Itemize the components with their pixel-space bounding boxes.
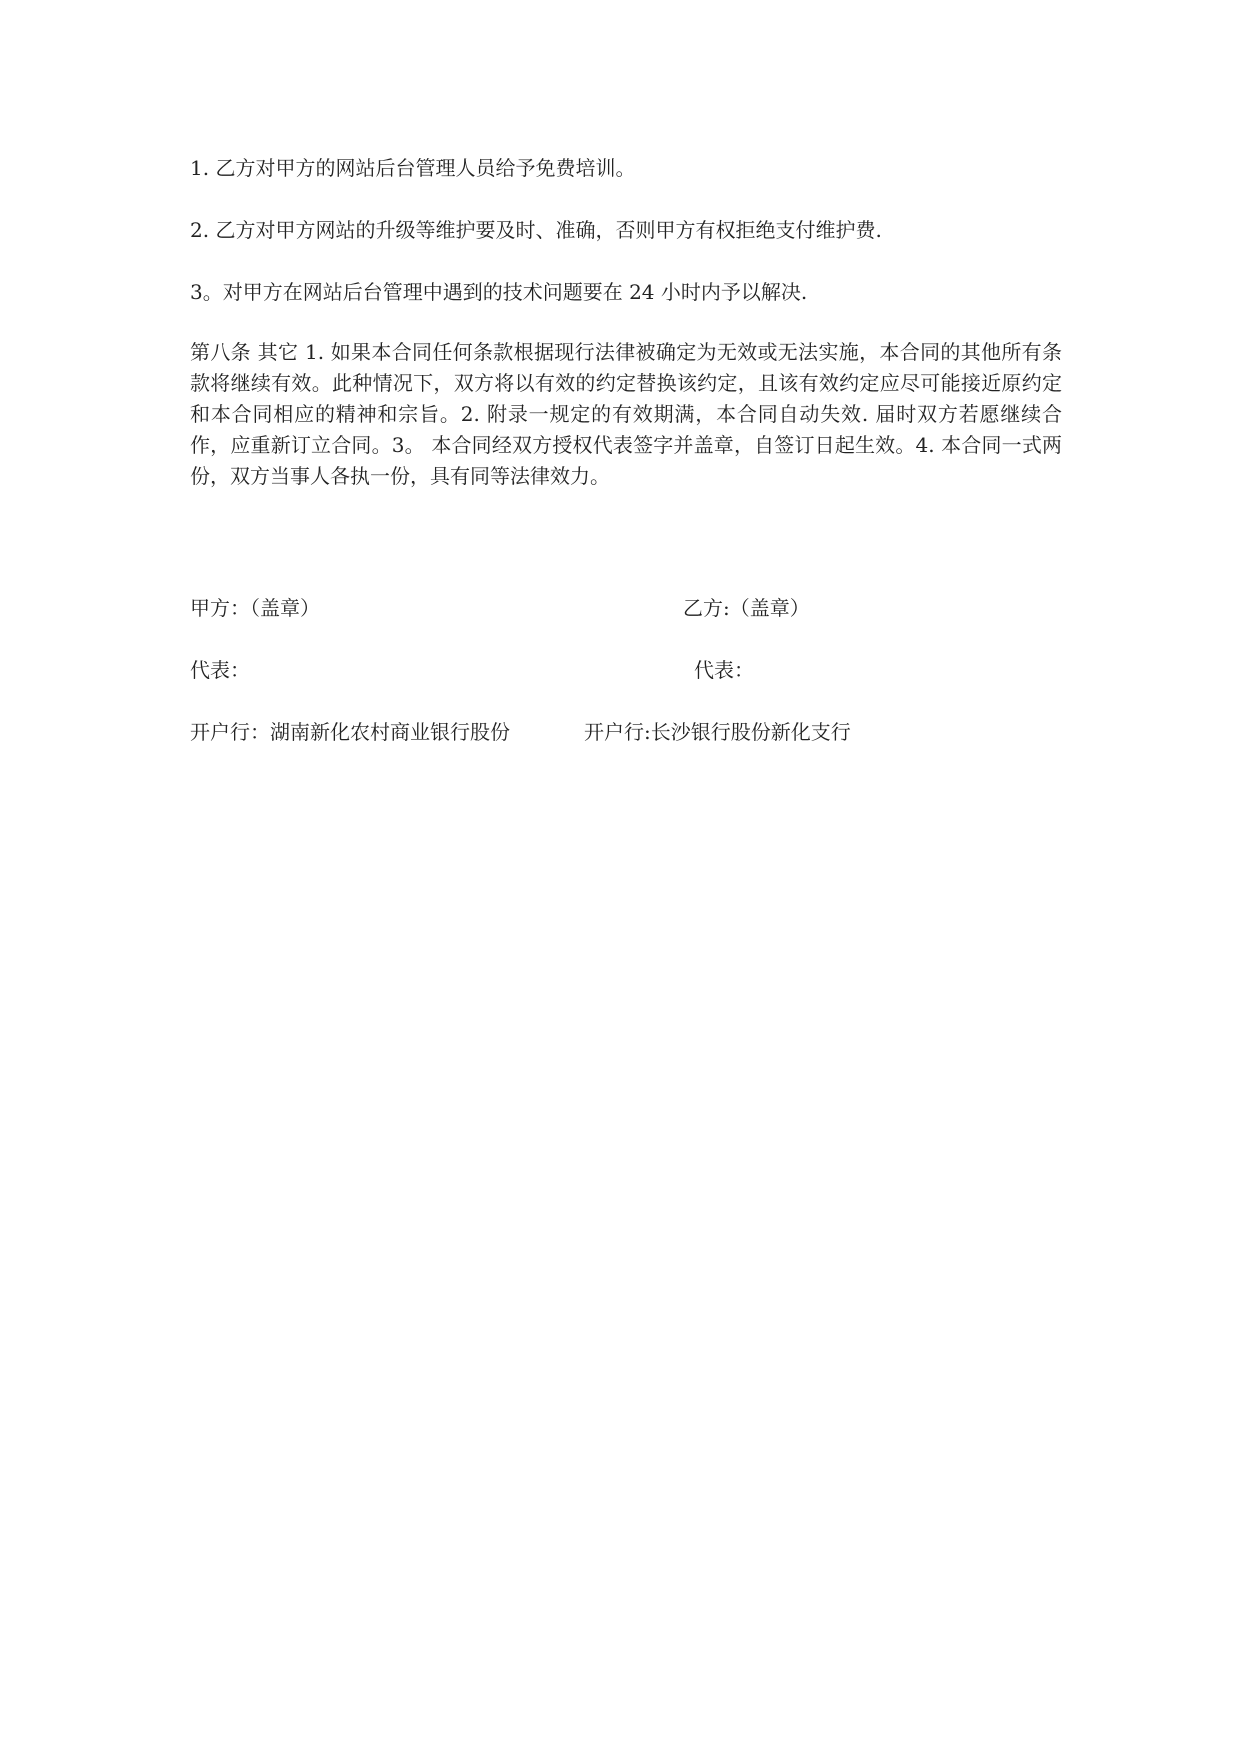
party-b-seal: 乙方:（盖章） — [683, 596, 810, 620]
clause-item-1: 1. 乙方对甲方的网站后台管理人员给予免费培训。 — [190, 156, 636, 180]
party-a-bank: 开户行：湖南新化农村商业银行股份 — [190, 720, 510, 744]
party-b-bank: 开户行:长沙银行股份新化支行 — [584, 720, 851, 744]
party-a-seal: 甲方：（盖章） — [190, 596, 320, 620]
party-b-representative: 代表： — [694, 658, 754, 682]
clause-item-2: 2. 乙方对甲方网站的升级等维护要及时、准确，否则甲方有权拒绝支付维护费. — [190, 218, 882, 242]
clause-item-3: 3。对甲方在网站后台管理中遇到的技术问题要在 24 小时内予以解决. — [190, 280, 808, 304]
party-a-representative: 代表： — [190, 658, 250, 682]
article-8-other: 第八条 其它 1. 如果本合同任何条款根据现行法律被确定为无效或无法实施，本合同的其他所有条款将继续有效。此种情况下，双方将以有效的约定替换该约定，且该有效约定应尽可能接近原约定和本合同相应的精神和宗旨。2. 附录一规定的有效期满，本合同自动失效. 届时双方若愿继续合作，应重新订立合同。3。 本合同经双方授权代表签字并盖章，自签订日起生效。4. 本合同一式两份，双方当事人各执一份，具有同等法律效力。 — [190, 340, 1062, 488]
